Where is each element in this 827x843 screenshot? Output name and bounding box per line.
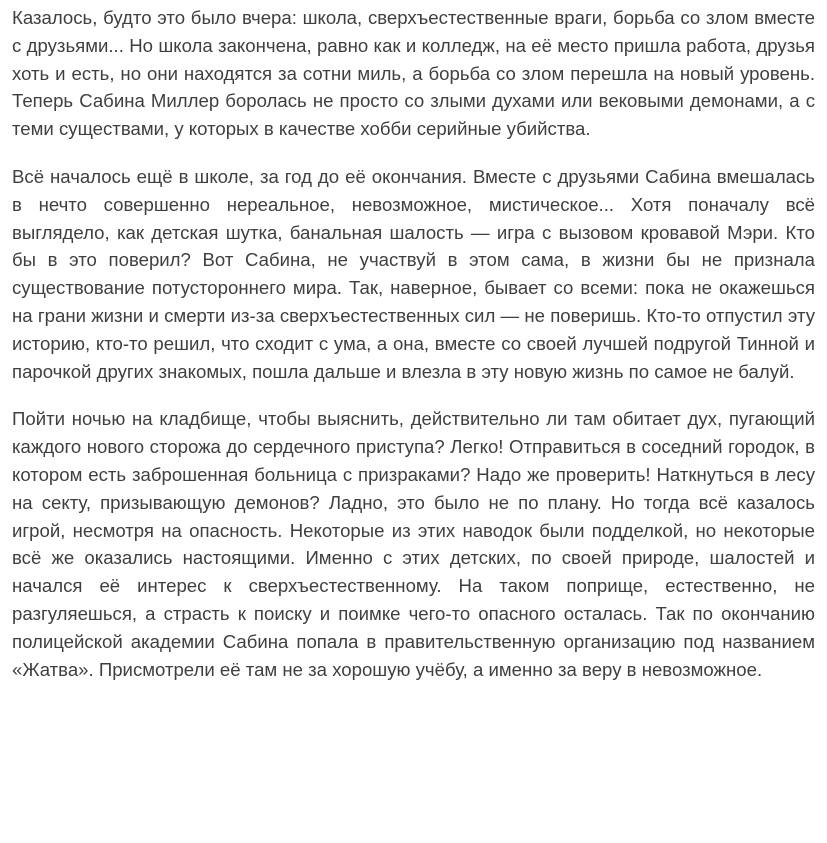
paragraph-2: Всё началось ещё в школе, за год до её окончания. Вместе с друзьями Сабина вмешалась в нечто совершенно нереальное, невозможное, мистическое... Хотя поначалу всё выглядело, как детская шутка, банальная шалость — игра с вызовом кровавой Мэри. Кто бы в это поверил? Вот Сабина, не участвуй в этом сама, в жизни бы не признала существование потустороннего мира. Так, наверное, бывает со всеми: пока не окажешься на грани жизни и смерти из-за сверхъестественных сил — не поверишь. Кто-то отпустил эту историю, кто-то решил, что сходит с ума, а она, вместе со своей лучшей подругой Тинной и парочкой других знакомых, пошла дальше и влезла в эту новую жизнь по самое не балуй. xyxy=(12,165,815,382)
paragraph-1: Казалось, будто это было вчера: школа, сверхъестественные враги, борьба со злом вместе с друзьями... Но школа закончена, равно как и колледж, на её место пришла работа, друзья хоть и есть, но они находятся за сотни миль, а борьба со злом перешла на новый уровень. Теперь Сабина Миллер боролась не просто со злыми духами или вековыми демонами, а с теми существами, у которых в качестве хобби серийные убийства. xyxy=(12,7,815,140)
paragraph-3: Пойти ночью на кладбище, чтобы выяснить, действительно ли там обитает дух, пугающий каждого нового сторожа до сердечного приступа? Легко! Отправиться в соседний городок, в котором есть заброшенная больница с призраками? Надо же проверить! Наткнуться в лесу на секту, призывающую демонов? Ладно, это было не по плану. Но тогда всё казалось игрой, несмотря на опасность. Некоторые из этих наводок были подделкой, но некоторые всё же оказались настоящими. Именно с этих детских, по своей природе, шалостей и начался её интерес к сверхъестественному. На таком поприще, естественно, не разгуляешься, а страсть к поиску и поимке чего-то опасного осталась. Так по окончанию полицейской академии Сабина попала в правительственную организацию под названием «Жатва». Присмотрели её там не за хорошую учёбу, а именно за веру в невозможное. xyxy=(12,408,815,680)
